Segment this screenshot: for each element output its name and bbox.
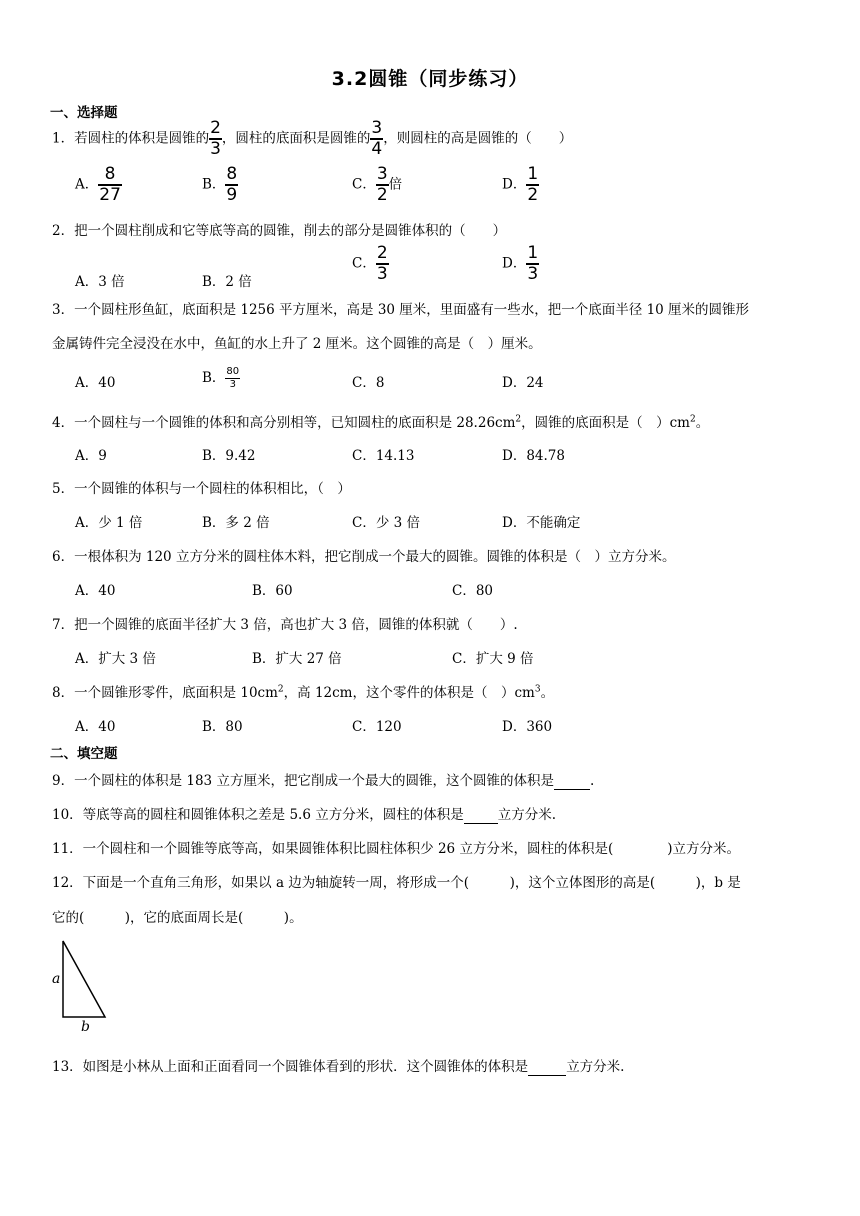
question-12-line-2: 它的( )，它的底面周长是( )。 [52,910,303,926]
side-label-b: b [81,1019,90,1035]
question-7: 7．把一个圆锥的底面半径扩大 3 倍，高也扩大 3 倍，圆锥的体积就（ ）. [52,617,518,633]
question-1 [52,120,572,158]
question-4: 4．一个圆柱与一个圆锥的体积和高分别相等，已知圆柱的底面积是 $28.26cm^2$，圆锥的底面积是（ ）$cm^2$。 [52,414,710,431]
q2-option-d[interactable]: D． $\frac{1}{3}$ [502,243,539,284]
q2-option-a[interactable]: A．3 倍 [75,274,125,290]
q5-option-b[interactable]: B．多 2 倍 [202,515,270,531]
q8-option-a[interactable]: A．40 [75,719,116,735]
question-1-text-b: ，圆柱的底面积是圆锥的 [221,130,371,147]
section-heading-fill: 二、填空题 [50,746,118,762]
q4-option-d[interactable]: D．84.78 [502,448,565,464]
question-9: 9．一个圆柱的体积是 183 立方厘米，把它削成一个最大的圆锥，这个圆锥的体积是 . [52,773,595,789]
question-2: 2．把一个圆柱削成和它等底等高的圆锥，削去的部分是圆锥体积的（ ） [52,223,507,239]
q4-option-a[interactable]: A．9 [75,448,107,464]
page-title: 3.2圆锥（同步练习） [331,68,529,90]
question-1-text-a: 1．若圆柱的体积是圆锥的 [52,130,210,147]
q2-option-b[interactable]: B．2 倍 [202,274,252,290]
q4-option-c[interactable]: C．14.13 [352,448,415,464]
fraction-2-3: $\frac{2}{3}$ [210,118,221,159]
q8-option-b[interactable]: B．80 [202,719,243,735]
q6-option-c[interactable]: C．80 [452,583,494,599]
q7-option-c[interactable]: C．扩大 9 倍 [452,651,534,667]
question-3-line-1: 3．一个圆柱形鱼缸，底面积是 1256 平方厘米，高是 30 厘米，里面盛有一些水，把一个底面半径 10 厘米的圆锥形 [52,302,750,318]
right-triangle-figure [44,935,114,1035]
q3-option-b[interactable]: B． $\frac{80}{3}$ [202,366,240,390]
q1-option-a[interactable]: A． $\frac{8}{27}$ [75,164,121,205]
q5-option-a[interactable]: A．少 1 倍 [75,515,143,531]
question-5: 5．一个圆锥的体积与一个圆柱的体积相比，（ ） [52,481,351,497]
answer-blank[interactable] [528,1059,566,1076]
question-12-line-1: 12．下面是一个直角三角形，如果以 a 边为轴旋转一周，将形成一个( )，这个立体图形的高是( )，b 是 [52,875,741,891]
question-8: 8．一个圆锥形零件，底面积是 $10cm^2$，高 12cm，这个零件的体积是（ ）$cm^3$。 [52,684,555,701]
fraction-3-4: $\frac{3}{4}$ [371,118,383,159]
answer-blank[interactable] [554,773,590,790]
q3-option-c[interactable]: C．8 [352,375,385,391]
section-heading-choice: 一、选择题 [50,105,118,121]
q6-option-b[interactable]: B．60 [252,583,293,599]
side-label-a: a [52,971,61,987]
q2-option-c[interactable]: C． $\frac{2}{3}$ [352,243,388,284]
question-6: 6．一根体积为 120 立方分米的圆柱体木料，把它削成一个最大的圆锥。圆锥的体积是（ ）立方分米。 [52,549,676,565]
q7-option-a[interactable]: A．扩大 3 倍 [75,651,156,667]
q3-option-d[interactable]: D．24 [502,375,544,391]
q7-option-b[interactable]: B．扩大 27 倍 [252,651,342,667]
q5-option-c[interactable]: C．少 3 倍 [352,515,421,531]
answer-blank[interactable] [464,807,498,824]
q8-option-c[interactable]: C．120 [352,719,402,735]
q3-option-a[interactable]: A．40 [75,375,116,391]
question-1-text-c: ，则圆柱的高是圆锥的（ ） [383,130,573,147]
q1-option-d[interactable]: D． $\frac{1}{2}$ [502,164,539,205]
q1-option-b[interactable]: B． $\frac{8}{9}$ [202,164,238,205]
triangle-shape [63,941,105,1017]
question-3-line-2: 金属铸件完全浸没在水中，鱼缸的水上升了 2 厘米。这个圆锥的高是（ ）厘米。 [52,336,542,352]
question-13: 13．如图是小林从上面和正面看同一个圆锥体看到的形状．这个圆锥体的体积是 立方分米. [52,1059,625,1075]
q6-option-a[interactable]: A．40 [75,583,116,599]
q5-option-d[interactable]: D．不能确定 [502,515,581,531]
question-10: 10．等底等高的圆柱和圆锥体积之差是 5.6 立方分米，圆柱的体积是 立方分米. [52,807,557,823]
q8-option-d[interactable]: D．360 [502,719,553,735]
q4-option-b[interactable]: B．9.42 [202,448,256,464]
question-11: 11．一个圆柱和一个圆锥等底等高，如果圆锥体积比圆柱体积少 26 立方分米，圆柱的体积是( )立方分米。 [52,841,740,857]
q1-option-c[interactable]: C． $\frac{3}{2}$ 倍 [352,164,403,205]
